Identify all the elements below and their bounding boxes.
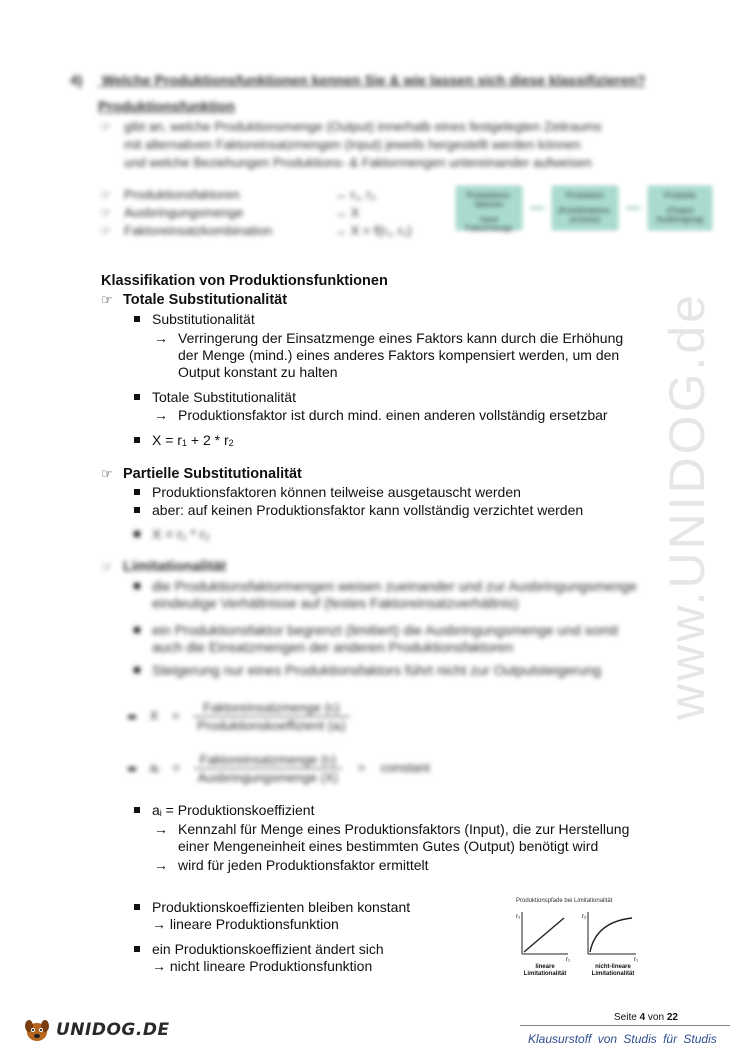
flow-arrow-icon (530, 207, 544, 209)
produktionsfunktion-list (100, 186, 420, 240)
bullet-item: Produktionskoeffizienten bleiben konstant (134, 899, 410, 916)
flow-arrow-icon (626, 207, 640, 209)
klassifikation-title: Klassifikation von Produktionsfunktionen (101, 273, 388, 289)
question-text: Welche Produktionsfunktionen kennen Sie & wie lassen sich diese klassifizieren? (101, 72, 646, 88)
hand-icon: ☞ (100, 187, 112, 202)
flow-box-input: Produktions-faktoren Input Faktormenge (456, 186, 522, 230)
formula-x: X = $\frac{\text{Faktoreinsatzmenge (rᵢ)}}{\text{Produktionskoeffizient (aᵢ)}}$ (128, 700, 350, 733)
formula-item: $X = r_1 + 2 * r_2$ (134, 432, 234, 452)
sub-item: → Verringerung der Einsatzmenge eines Faktors kann durch die Erhöhung der Menge (mind.) eines anderes Faktors kompensiert werden, um den Output konstant zu halten (154, 330, 624, 380)
aendert-result: → nicht lineare Produktionsfunktion (152, 958, 373, 974)
sub-item: → wird für jeden Produktionsfaktor ermittelt (154, 857, 429, 873)
logo-text: UNIDOG.DE (56, 1020, 170, 1040)
formula-ai: aᵢ = $\frac{\text{Faktoreinsatzmenge (rᵢ)}}{\text{Ausbringungsmenge (X)}}$ = constant (128, 752, 430, 785)
bullet-icon (134, 531, 140, 537)
section-partielle-title: ☞ Partielle Substitutionalität (101, 466, 302, 482)
sub-item: → Kennzahl für Menge eines Produktionsfaktors (Input), die zur Herstellung einer Mengeneinheit eines bestimmten Gutes (Output) benötigt wird (154, 821, 630, 854)
chart-title: Produktionspfade bei Limitationalität (516, 898, 613, 904)
fraction: $\frac{\text{Faktoreinsatzmenge (rᵢ)}}{\text{Ausbringungsmenge (X)}}$ (194, 752, 342, 785)
bullet-item: ein Produktionskoeffizient ändert sich (134, 941, 384, 958)
arrow-icon: → (154, 330, 168, 346)
right-y-label: r₂ (582, 914, 587, 920)
bullet-icon (134, 489, 140, 495)
bullet-item: ein Produktionsfaktor begrenzt (limitiert) die Ausbringungsmenge und somit auch die Einsatzmengen der anderen Produktionsfaktoren (134, 622, 618, 656)
section-totale-title: ☞ Totale Substitutionalität (101, 292, 288, 308)
produktionsfunktion-description (100, 118, 690, 172)
desc-line: und welche Beziehungen Produktions- & Faktormengen untereinander aufweisen (124, 155, 592, 170)
bullet-icon (134, 807, 140, 813)
nonlinear-path (590, 918, 632, 952)
bullet-icon (134, 627, 140, 633)
bullet-icon (134, 667, 140, 673)
desc-line: gibt an, welche Produktionsmenge (Output) innerhalb eines festgelegten Zeitraums (124, 119, 602, 134)
bullet-icon (134, 946, 140, 952)
hand-icon: ☞ (100, 205, 112, 220)
dog-icon (22, 1015, 52, 1045)
flow-box-process: Produktion (Kombinations-prozess) (552, 186, 618, 230)
linear-path (524, 918, 564, 952)
hand-icon: ☞ (101, 559, 113, 574)
left-x-label: r₁ (566, 957, 571, 963)
formula-item: X = r₁ * r₂ (134, 526, 210, 543)
bullet-item: Substitutionalität (134, 311, 255, 328)
bullet-icon (134, 904, 140, 910)
left-caption: lineare Limitationalität (523, 964, 567, 977)
arrow-icon: → (154, 821, 168, 837)
right-caption: nicht-lineare Limitationalität (591, 964, 635, 977)
sub-item: → Produktionsfaktor ist durch mind. einen anderen vollständig ersetzbar (154, 407, 608, 423)
konst-result: → lineare Produktionsfunktion (152, 916, 339, 932)
bullet-icon (134, 583, 140, 589)
bullet-icon (128, 715, 136, 719)
footer-slogan: Klausurstoff von Studis für Studis (528, 1032, 717, 1046)
bullet-item: Steigerung nur eines Produktionsfaktors führt nicht zur Outputsteigerung (134, 662, 601, 679)
bullet-icon (134, 394, 140, 400)
arrow-icon: → (154, 857, 168, 873)
bullet-icon (134, 316, 140, 322)
bullet-icon (134, 507, 140, 513)
list-item: ☞ Ausbringungsmenge → X (100, 205, 360, 220)
produktionsfunktion-title: Produktionsfunktion (98, 98, 235, 114)
question-number: 4) (70, 72, 83, 88)
bullet-item: aber: auf keinen Produktionsfaktor kann vollständig verzichtet werden (134, 502, 583, 519)
fraction: $\frac{\text{Faktoreinsatzmenge (rᵢ)}}{\text{Produktionskoeffizient (aᵢ)}}$ (193, 700, 350, 733)
page-number: Seite 4 von 22 (614, 1012, 678, 1023)
limitationalitaet-chart (508, 898, 648, 978)
hand-icon: ☞ (101, 466, 113, 481)
bullet-icon (128, 767, 136, 771)
hand-icon: ☞ (101, 292, 113, 307)
hand-icon: ☞ (100, 223, 112, 238)
arrow-icon: → (154, 407, 168, 423)
bullet-item: die Produktionsfaktormengen weisen zueinander und zur Ausbringungsmenge eindeutige Verhältnisse auf (festes Faktoreinsatzverhältnis) (134, 578, 637, 612)
bullet-icon (134, 437, 140, 443)
footer-divider (520, 1025, 730, 1026)
bullet-item: Totale Substitutionalität (134, 389, 296, 406)
hand-icon: ☞ (100, 119, 112, 134)
production-flow-diagram (456, 186, 712, 233)
right-x-label: r₁ (634, 957, 639, 963)
left-y-label: r₂ (516, 914, 521, 920)
list-item: ☞ Produktionsfaktoren → r₁, r₂ (100, 187, 376, 202)
question-heading (70, 72, 700, 88)
flow-box-output: Produkte (Output Ausbringung) (648, 186, 712, 230)
desc-line: mit alternativen Faktoreinsatzmengen (Input) jeweils hergestellt werden können (124, 137, 581, 152)
unidog-logo (22, 1015, 170, 1045)
watermark: www.UNIDOG.de (659, 292, 715, 720)
bullet-item: $a_i$ = Produktionskoeffizient (134, 802, 314, 822)
section-limitationalitaet-title: ☞ Limitationalität (101, 559, 227, 575)
list-item: ☞ Faktoreinsatzkombination → X = f(r₁, r₂) (100, 223, 412, 238)
bullet-item: Produktionsfaktoren können teilweise ausgetauscht werden (134, 484, 521, 501)
